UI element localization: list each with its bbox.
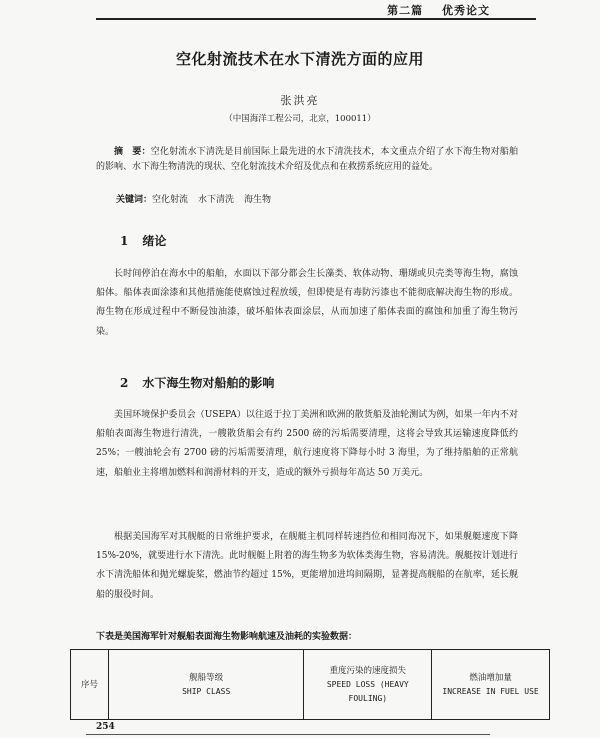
section-heading xyxy=(120,232,166,249)
keywords xyxy=(116,192,281,205)
keyword-item: 空化射流 xyxy=(152,195,189,205)
section-number: 2 xyxy=(120,376,129,390)
section-paragraph: 根据美国海军对其舰艇的日常维护要求，在舰艇主机同样转速挡位和相同海况下，如果舰艇速度下降 15%-20%，就要进行水下清洗。此时舰艇上附着的海生物多为软体类海生物，容易清洗。舰艇按计划进行水下清洗船体和抛光螺旋桨，燃油节约超过 15%，更能增加进坞间隔期，显著提高舰船的在航率，延长舰船的服役时间。 xyxy=(96,532,518,600)
header-cn: 燃油增加量 xyxy=(469,672,512,683)
table-header-cell xyxy=(108,650,304,720)
section-title: 水下海生物对船舶的影响 xyxy=(142,376,275,390)
section-title: 绪论 xyxy=(142,234,167,248)
abstract-text: 空化射流水下清洗是目前国际上最先进的水下清洗技术，本文重点介绍了水下海生物对船舶的影响、水下海生物清洗的现状、空化射流技术介绍及优点和在救捞系统应用的益处。 xyxy=(96,147,518,172)
abstract xyxy=(96,145,518,174)
abstract-label: 摘 要： xyxy=(114,147,151,157)
header-cn: 序号 xyxy=(80,679,98,690)
running-head-category: 优秀论文 xyxy=(442,4,490,17)
data-table xyxy=(70,649,550,720)
running-head-chapter: 第二篇 xyxy=(387,4,424,17)
paper-title: 空化射流技术在水下清洗方面的应用 xyxy=(175,50,424,68)
table-header-row xyxy=(71,650,550,720)
header-en: INCREASE IN FUEL USE xyxy=(442,686,539,696)
table-header-cell xyxy=(432,650,550,720)
author-name: 张洪亮 xyxy=(280,94,320,107)
bottom-rule xyxy=(86,734,490,735)
section-heading xyxy=(120,374,274,391)
keyword-item: 海生物 xyxy=(244,195,272,205)
header-cn: 重度污染的速度损失 xyxy=(329,665,407,676)
header-en: SHIP CLASS xyxy=(182,686,231,696)
table-header-cell xyxy=(304,650,432,720)
page-number: 254 xyxy=(96,722,115,732)
table-header-cell xyxy=(71,650,109,720)
keywords-label: 关键词： xyxy=(116,195,153,205)
author-affiliation: （中国海洋工程公司，北京，100011） xyxy=(224,114,376,124)
section-paragraph: 长时间停泊在海水中的船舶，水面以下部分都会生长藻类、软体动物、珊瑚或贝壳类等海生物，腐蚀船体。船体表面涂漆和其他措施能使腐蚀过程放缓，但即使是有毒防污漆也不能彻底解决海生物的形成。海生物在形成过程中不断侵蚀油漆，破坏船体表面涂层，从而加速了船体表面的腐蚀和加重了海生物污染。 xyxy=(96,269,518,337)
header-rule xyxy=(96,18,536,20)
table-caption: 下表是美国海军针对舰船表面海生物影响航速及油耗的实验数据： xyxy=(96,632,358,642)
section-number: 1 xyxy=(120,234,129,248)
header-en: SPEED LOSS (HEAVY FOULING) xyxy=(326,679,409,703)
keyword-item: 水下清洗 xyxy=(198,195,235,205)
section-paragraph: 美国环境保护委员会（USEPA）以往返于拉丁美洲和欧洲的散货船及油轮测试为例，如果一年内不对船舶表面海生物进行清洗，一艘散货船会有约 2500 磅的污垢需要清理，这将会导致其运输速度降低约 25%；一艘油轮会有 2700 磅的污垢需要清理，航行速度将下降每小时 3 海里，为了维持船舶的正常航速，船舶业主将增加燃料和润滑材料的开支，造成的额外亏损每年高达 50 万美元。 xyxy=(96,410,518,478)
header-cn: 舰船等级 xyxy=(189,672,224,683)
running-head xyxy=(373,2,490,18)
